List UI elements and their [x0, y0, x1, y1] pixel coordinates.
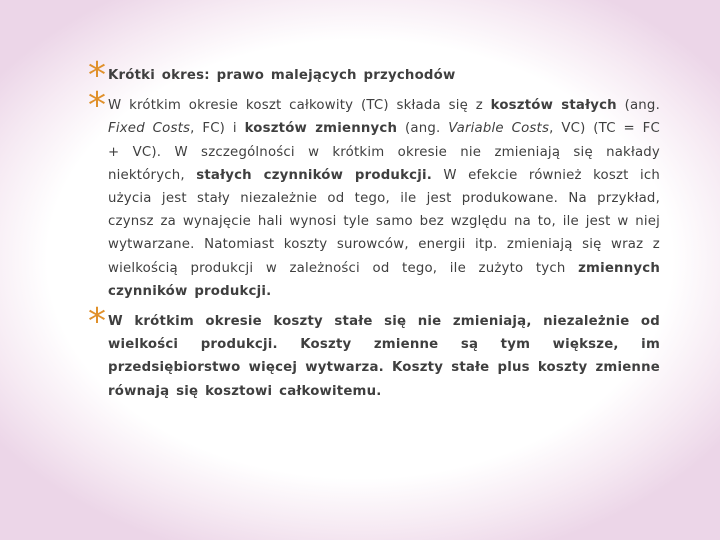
asterisk-bullet-icon: * — [88, 304, 106, 331]
text-segment: (ang. — [616, 98, 660, 114]
term-variable-costs: kosztów zmiennych — [244, 121, 398, 137]
text-segment: W krótkim okresie koszt całkowity (TC) składa się z — [108, 98, 491, 114]
asterisk-bullet-icon: * — [88, 58, 106, 84]
text-segment: , VC) (TC = FC + VC). W szczególności w krótkim okresie nie zmieniają się nakłady niektórych, — [108, 121, 660, 183]
bullet-list — [88, 58, 660, 410]
summary-text: W krótkim okresie koszty stałe się nie zmieniają, niezależnie od wielkości produkcji. Koszty zmienne są tym większe, im przedsiębiorstwo więcej wytwarza. Koszty stałe plus koszty zmienne równają się kosztowi całkowitemu. — [108, 314, 660, 399]
term-variable-costs-en: Variable Costs — [448, 121, 550, 137]
bullet-text-2 — [108, 94, 660, 303]
text-segment: , FC) i — [190, 121, 245, 137]
text-segment: (ang. — [397, 121, 449, 137]
asterisk-bullet-icon: * — [88, 88, 106, 115]
bullet-text-3 — [108, 310, 660, 403]
bullet-item-3 — [88, 304, 660, 403]
term-fixed-costs-en: Fixed Costs — [108, 121, 191, 137]
bullet-item-1 — [88, 58, 660, 87]
bullet-item-2 — [88, 88, 660, 303]
term-fixed-costs: kosztów stałych — [490, 98, 617, 114]
term-variable-factors: zmiennych czynników produkcji. — [108, 260, 660, 299]
heading-text: Krótki okres: prawo malejących przychodów — [108, 68, 456, 83]
text-segment: W efekcie również koszt ich użycia jest stały niezależnie od tego, ile jest produkowane. Na przykład, czynsz za wynajęcie hali wynosi tyle samo bez względu na to, ile jest w niej wytwarzane. Natomiast koszty surowców, energii itp. zmieniają się wraz z wielkością produkcji w zależności od tego, ile zużyto tych — [108, 167, 660, 276]
bullet-text-1 — [108, 64, 660, 87]
term-fixed-factors: stałych czynników produkcji. — [196, 167, 432, 183]
